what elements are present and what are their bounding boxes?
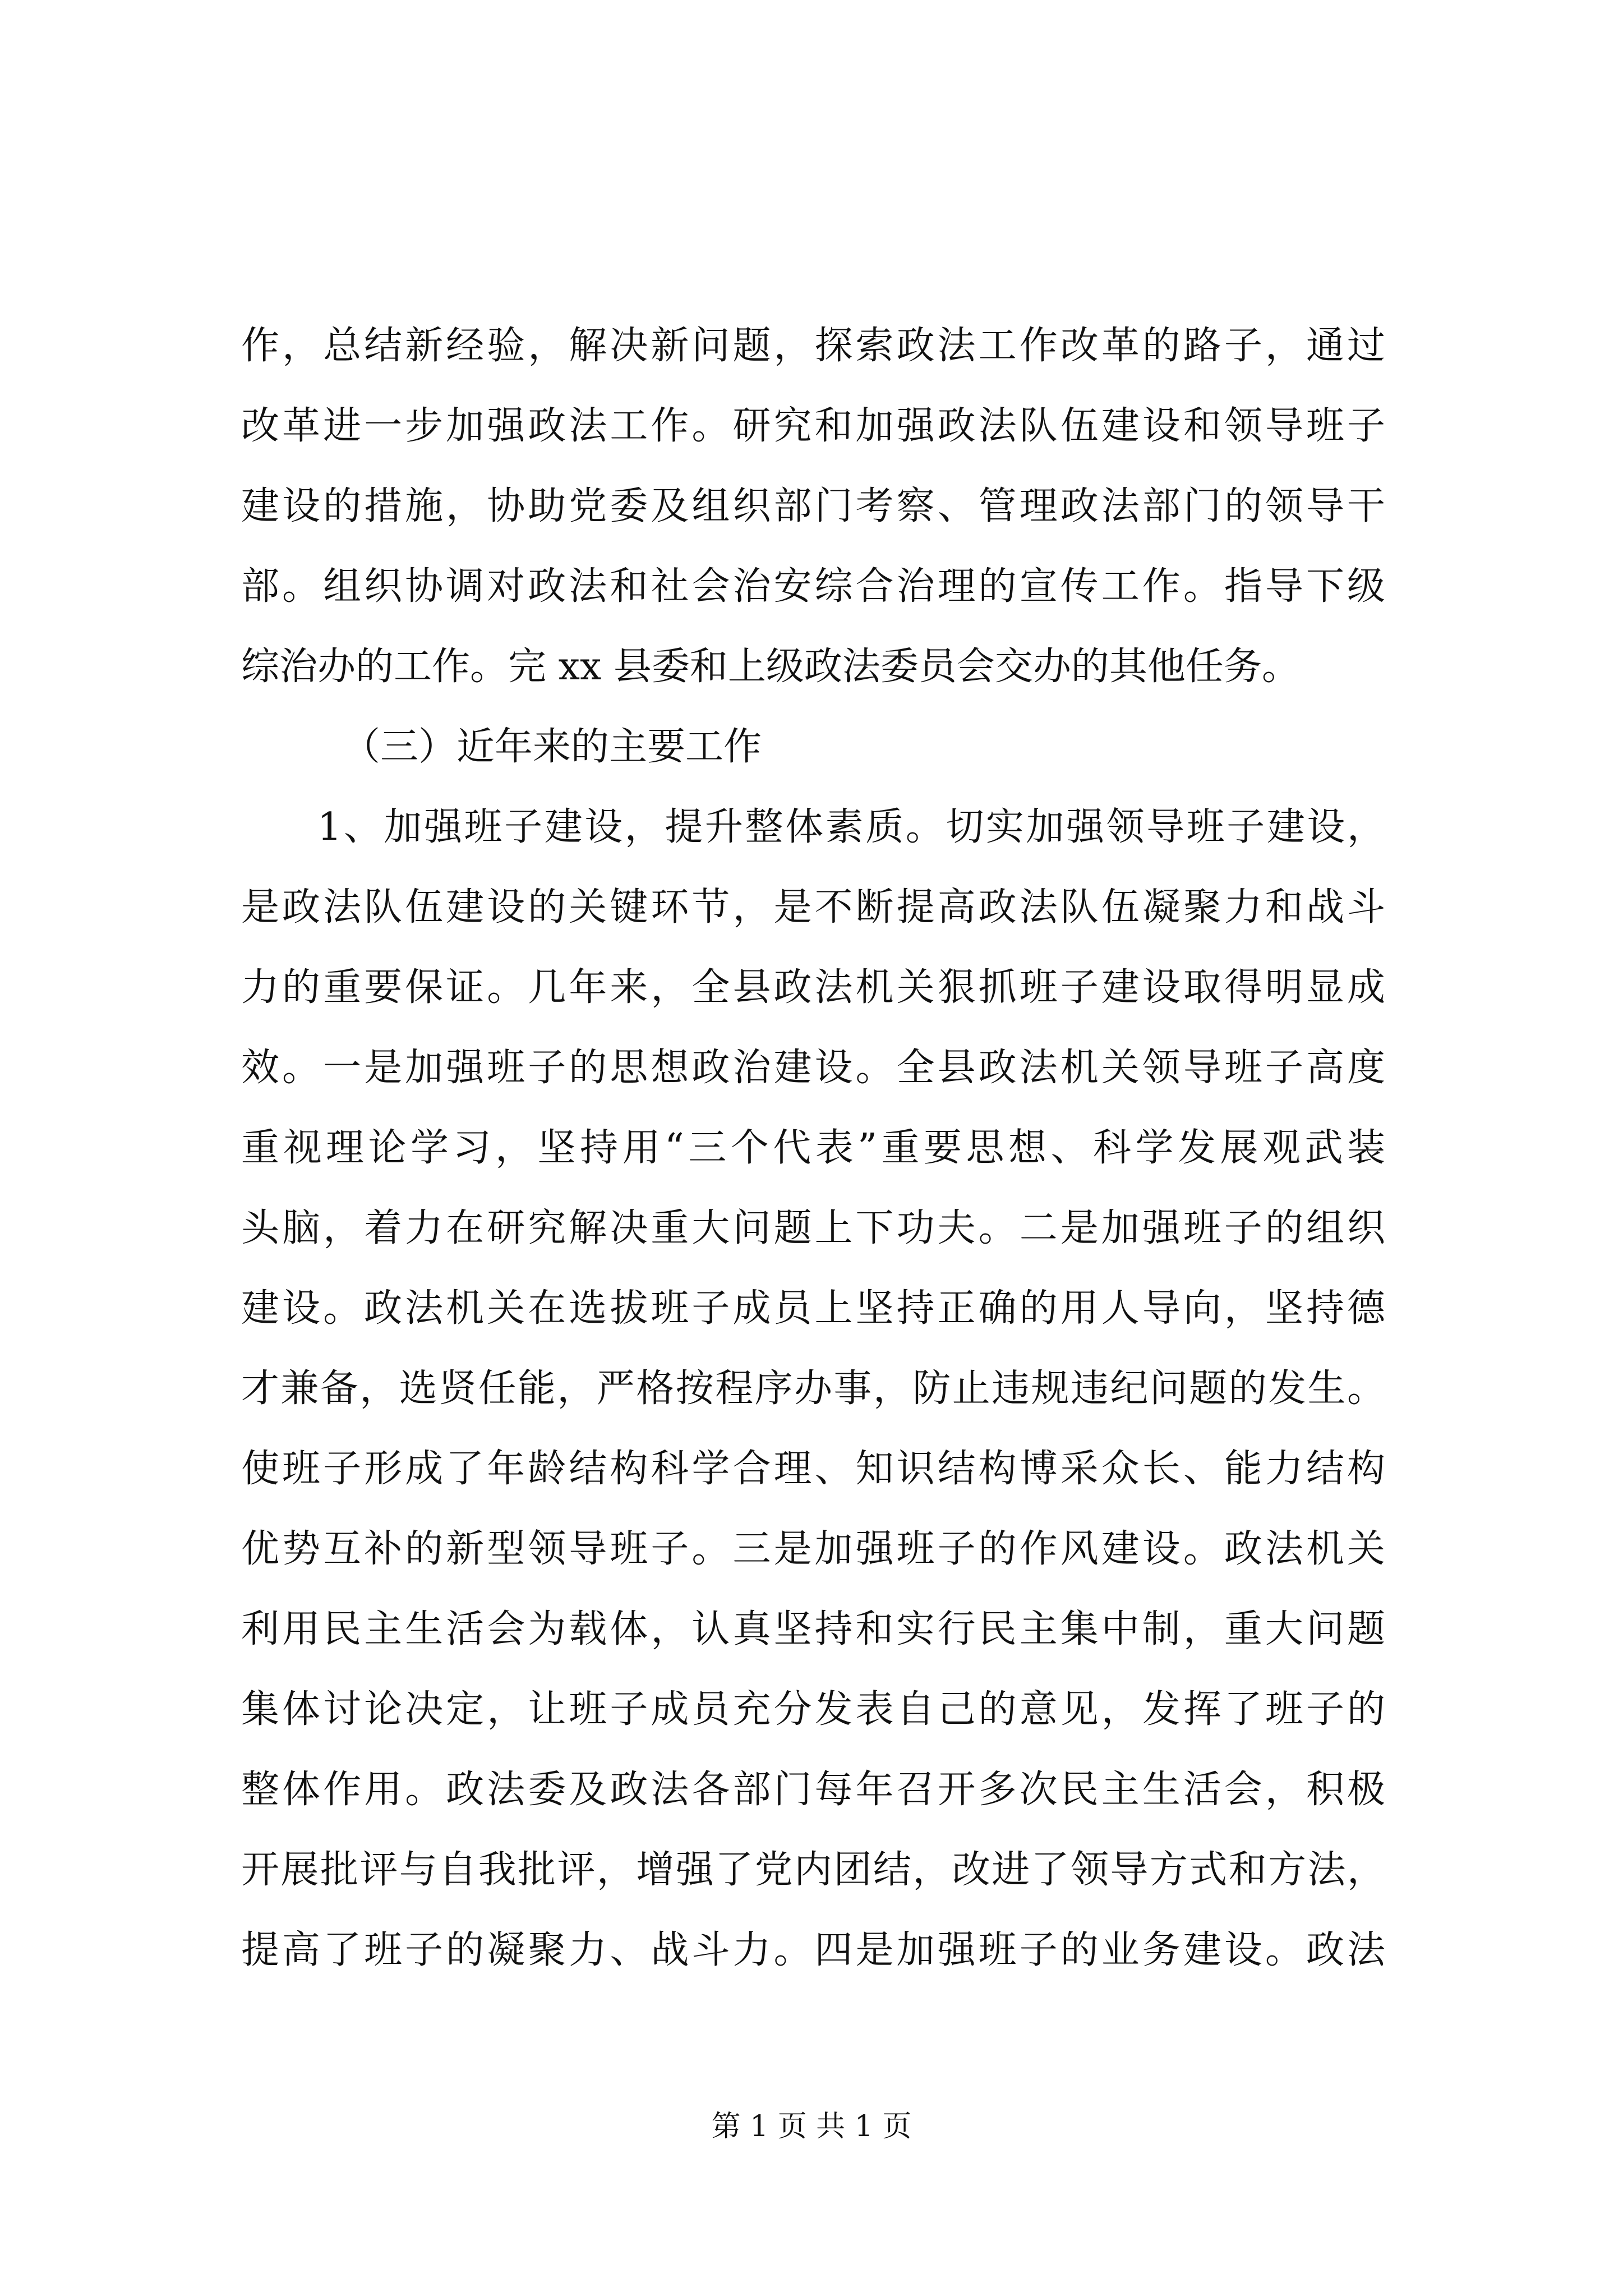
text-line-3: 建设的措施，协助党委及组织部门考察、管理政法部门的领导干 (241, 484, 1385, 528)
text-line-1: 作，总结新经验，解决新问题，探索政法工作改革的路子，通过 (241, 324, 1385, 368)
section-heading: （三）近年来的主要工作 (342, 725, 762, 769)
text-line-17: 利用民主生活会为载体，认真坚持和实行民主集中制，重大问题 (241, 1607, 1385, 1651)
text-line-21: 提高了班子的凝聚力、战斗力。四是加强班子的业务建设。政法 (241, 1928, 1385, 1972)
text-line-4: 部。组织协调对政法和社会治安综合治理的宣传工作。指导下级 (241, 564, 1385, 609)
body-text (241, 306, 1385, 1990)
text-line-11: 重视理论学习，坚持用“三个代表”重要思想、科学发展观武装 (241, 1126, 1385, 1170)
text-line-18: 集体讨论决定，让班子成员充分发表自己的意见，发挥了班子的 (241, 1687, 1385, 1732)
text-line-15: 使班子形成了年龄结构科学合理、知识结构博采众长、能力结构 (241, 1447, 1385, 1491)
text-line-19: 整体作用。政法委及政法各部门每年召开多次民主生活会，积极 (241, 1768, 1385, 1812)
text-line-7: 1、加强班子建设，提升整体素质。切实加强领导班子建设， (317, 805, 1385, 849)
text-line-2: 改革进一步加强政法工作。研究和加强政法队伍建设和领导班子 (241, 404, 1385, 448)
text-line-20: 开展批评与自我批评，增强了党内团结，改进了领导方式和方法， (241, 1848, 1385, 1892)
text-line-13: 建设。政法机关在选拔班子成员上坚持正确的用人导向，坚持德 (241, 1286, 1385, 1331)
text-line-10: 效。一是加强班子的思想政治建设。全县政法机关领导班子高度 (241, 1046, 1385, 1090)
text-line-12: 头脑，着力在研究解决重大问题上下功夫。二是加强班子的组织 (241, 1206, 1385, 1250)
text-line-5: 综治办的工作。完 xx 县委和上级政法委员会交办的其他任务。 (241, 645, 1300, 689)
text-line-9: 力的重要保证。几年来，全县政法机关狠抓班子建设取得明显成 (241, 965, 1385, 1010)
text-line-8: 是政法队伍建设的关键环节，是不断提高政法队伍凝聚力和战斗 (241, 885, 1385, 930)
page-footer: 第 1 页 共 1 页 (711, 2110, 912, 2143)
text-line-14: 才兼备，选贤任能，严格按程序办事，防止违规违纪问题的发生。 (241, 1366, 1385, 1411)
text-line-16: 优势互补的新型领导班子。三是加强班子的作风建设。政法机关 (241, 1527, 1385, 1571)
